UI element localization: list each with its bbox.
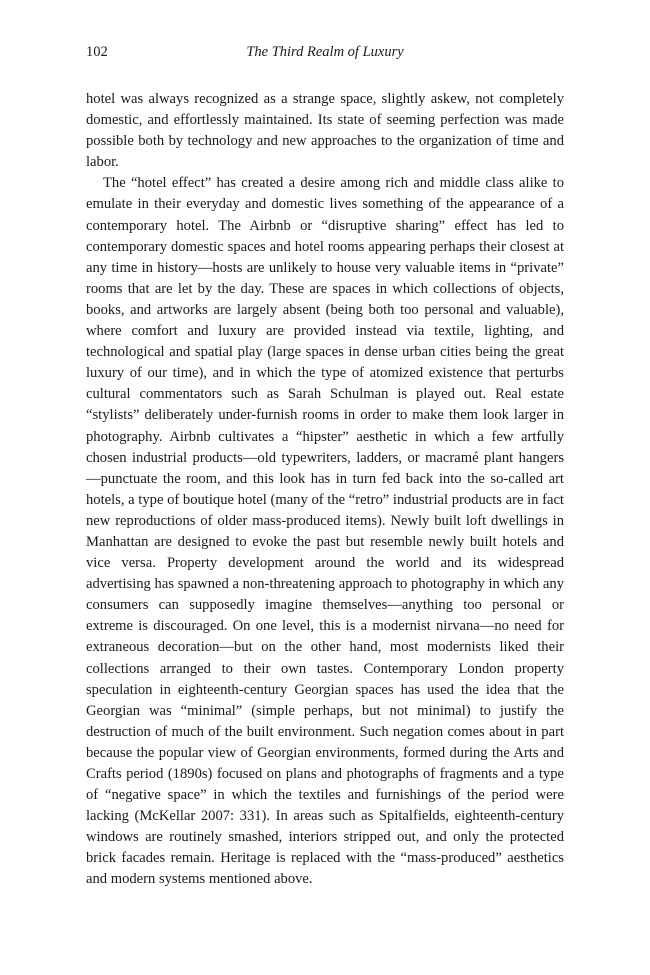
paragraph-hotel-effect: The “hotel effect” has created a desire among rich and middle class alike to emulate in their everyday and domestic lives something of the appearance of a contemporary hotel. The Airbnb or “disruptive sharing” effect has led to contemporary domestic spaces and hotel rooms appearing perhaps their closest at any time in history—hosts are unlikely to house very valuable items in “private” rooms that are let by the day. These are spaces in which collections of objects, books, and artworks are largely absent (being both too personal and valuable), where comfort and luxury are provided instead via textile, lighting, and technological and spatial play (large spaces in dense urban cities being the great luxury of our time), and in which the type of atomized existence that perturbs cultural commentators such as Sarah Schulman is played out. Real estate “stylists” deliberately under-furnish rooms in order to make them look larger in photography. Airbnb cultivates a “hipster” aesthetic in which a few artfully chosen industrial products—old typewriters, ladders, or macramé plant hangers—punctuate the room, and this look has in turn fed back into the so-called art hotels, a type of boutique hotel (many of the “retro” industrial products are in fact new reproductions of older mass-produced items). Newly built loft dwellings in Manhattan are designed to evoke the past but resemble newly built hotels and vice versa. Property development around the world and its widespread advertising has spawned a non-threatening approach to photography in which any consumers can supposedly imagine themselves—anything too personal or extreme is discouraged. On one level, this is a modernist nirvana—no need for extraneous decoration—but on the other hand, most modernists liked their collections arranged to their own tastes. Contemporary London property speculation in eighteenth-century Georgian spaces has used the idea that the Georgian was “minimal” (simple perhaps, but not minimal) to justify the destruction of much of the built environment. Such negation comes about in part because the popular view of Georgian environments, formed during the Arts and Crafts period (1890s) focused on plans and photographs of fragments and a type of “negative space” in which the textiles and furnishings of the period were lacking (McKellar 2007: 331). In areas such as Spitalfields, eighteenth-century windows are routinely smashed, interiors stripped out, and only the protected brick facades remain. Heritage is replaced with the “mass-produced” aesthetics and modern systems mentioned above. (86, 175, 564, 888)
paragraph-continued: hotel was always recognized as a strange space, slightly askew, not completely domestic, and effortlessly maintained. Its state of seeming perfection was made possible both by technology and new approaches to the organization of time and labor. (86, 91, 564, 171)
running-head (86, 44, 564, 64)
body-text (86, 89, 564, 891)
page-number: 102 (86, 44, 108, 60)
running-title: The Third Realm of Luxury (246, 44, 404, 60)
